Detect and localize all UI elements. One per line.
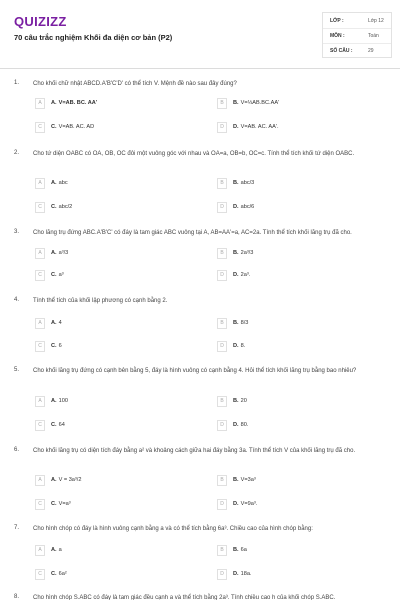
option-text bbox=[233, 100, 279, 106]
option-value: 6a bbox=[240, 547, 247, 553]
question-number: 2. bbox=[14, 150, 20, 156]
header-divider bbox=[0, 68, 400, 69]
question-number: 6. bbox=[14, 447, 20, 453]
option-label: B. bbox=[233, 477, 239, 483]
answer-option-d[interactable] bbox=[217, 270, 383, 281]
option-label: B. bbox=[233, 100, 239, 106]
option-text bbox=[233, 477, 256, 483]
answer-option-a[interactable] bbox=[35, 318, 201, 329]
option-text bbox=[51, 477, 81, 483]
answer-option-d[interactable] bbox=[217, 499, 383, 510]
option-value: V=⅓AB.BC.AA' bbox=[240, 100, 280, 106]
info-label: LỚP : bbox=[330, 18, 344, 24]
option-label: D. bbox=[233, 204, 239, 210]
option-text bbox=[51, 320, 62, 326]
worksheet-header bbox=[0, 0, 400, 68]
option-text bbox=[233, 571, 251, 577]
option-value: V = 3a³/2 bbox=[58, 477, 82, 483]
option-label: D. bbox=[233, 571, 239, 577]
question-number: 8. bbox=[14, 594, 20, 600]
option-text bbox=[51, 100, 97, 106]
option-letter-box: D bbox=[217, 122, 227, 133]
info-row-subject bbox=[330, 30, 390, 41]
option-letter-box: D bbox=[217, 270, 227, 281]
worksheet-title: 70 câu trắc nghiệm Khối đa diện cơ bản (P2) bbox=[14, 33, 173, 42]
option-label: A. bbox=[51, 250, 57, 256]
option-text bbox=[233, 343, 245, 349]
option-value: a³/3 bbox=[58, 250, 69, 256]
option-letter-box: B bbox=[217, 178, 227, 189]
answer-option-b[interactable] bbox=[217, 248, 383, 259]
question-text: Cho hình chóp S.ABC có đáy là tam giác đều cạnh a và thể tích bằng 2a³. Tính chiều cao h của khối chóp S.ABC. bbox=[33, 595, 336, 600]
option-value: V=3a³ bbox=[240, 477, 256, 483]
option-text bbox=[233, 422, 248, 428]
option-text bbox=[51, 571, 67, 577]
info-row-class bbox=[330, 15, 390, 26]
option-letter-box: A bbox=[35, 318, 45, 329]
option-letter-box: A bbox=[35, 98, 45, 109]
option-label: D. bbox=[233, 124, 239, 130]
option-text bbox=[51, 547, 62, 553]
option-text bbox=[233, 180, 254, 186]
option-text bbox=[51, 204, 72, 210]
answer-option-d[interactable] bbox=[217, 341, 383, 352]
option-label: B. bbox=[233, 398, 239, 404]
question-text: Cho lăng trụ đứng ABC.A'B'C' có đáy là tam giác ABC vuông tại A, AB=AA'=a, AC=2a. Tính thể tích khối lăng trụ đã cho. bbox=[33, 230, 352, 236]
answer-option-c[interactable] bbox=[35, 122, 201, 133]
option-letter-box: B bbox=[217, 396, 227, 407]
answer-option-b[interactable] bbox=[217, 98, 383, 109]
option-text bbox=[233, 501, 257, 507]
option-letter-box: D bbox=[217, 202, 227, 213]
option-letter-box: D bbox=[217, 499, 227, 510]
info-row-count bbox=[330, 45, 390, 56]
option-label: A. bbox=[51, 180, 57, 186]
answer-option-b[interactable] bbox=[217, 475, 383, 486]
answer-option-a[interactable] bbox=[35, 178, 201, 189]
option-letter-box: B bbox=[217, 248, 227, 259]
option-letter-box: B bbox=[217, 98, 227, 109]
option-value: 18a. bbox=[240, 571, 252, 577]
info-value: 29 bbox=[368, 48, 374, 54]
option-letter-box: C bbox=[35, 341, 45, 352]
answer-option-b[interactable] bbox=[217, 318, 383, 329]
answer-option-a[interactable] bbox=[35, 98, 201, 109]
option-value: 8. bbox=[240, 343, 246, 349]
option-letter-box: A bbox=[35, 475, 45, 486]
option-label: C. bbox=[51, 571, 57, 577]
option-text bbox=[233, 124, 279, 130]
option-value: a³ bbox=[58, 272, 64, 278]
option-value: 6 bbox=[58, 343, 62, 349]
option-value: V=AB. AC. AA'. bbox=[240, 124, 279, 130]
answer-option-c[interactable] bbox=[35, 202, 201, 213]
answer-option-c[interactable] bbox=[35, 270, 201, 281]
option-letter-box: B bbox=[217, 475, 227, 486]
option-letter-box: A bbox=[35, 545, 45, 556]
option-text bbox=[51, 272, 64, 278]
answer-option-b[interactable] bbox=[217, 396, 383, 407]
option-text bbox=[233, 547, 247, 553]
option-letter-box: C bbox=[35, 569, 45, 580]
question-number: 3. bbox=[14, 229, 20, 235]
answer-option-d[interactable] bbox=[217, 122, 383, 133]
option-label: B. bbox=[233, 180, 239, 186]
option-text bbox=[51, 124, 94, 130]
option-letter-box: C bbox=[35, 270, 45, 281]
option-label: C. bbox=[51, 422, 57, 428]
option-value: a bbox=[58, 547, 62, 553]
option-letter-box: B bbox=[217, 318, 227, 329]
info-label: SỐ CÂU : bbox=[330, 48, 353, 54]
info-label: MÔN : bbox=[330, 33, 345, 39]
worksheet-info-box bbox=[322, 12, 392, 58]
option-value: abc/3 bbox=[240, 180, 255, 186]
option-label: A. bbox=[51, 320, 57, 326]
question-text: Cho hình chóp có đáy là hình vuông cạnh bằng a và có thể tích bằng 6a³. Chiều cao của hình chóp bằng: bbox=[33, 526, 313, 532]
option-label: C. bbox=[51, 204, 57, 210]
answer-option-d[interactable] bbox=[217, 202, 383, 213]
option-text bbox=[51, 180, 68, 186]
question-number: 1. bbox=[14, 80, 20, 86]
option-value: abc/6 bbox=[240, 204, 255, 210]
option-value: 8/3 bbox=[240, 320, 249, 326]
option-text bbox=[51, 398, 68, 404]
question-number: 4. bbox=[14, 297, 20, 303]
option-value: 6a² bbox=[58, 571, 67, 577]
option-text bbox=[233, 204, 254, 210]
answer-option-a[interactable] bbox=[35, 545, 201, 556]
info-value: Lớp 12 bbox=[368, 18, 384, 24]
option-label: D. bbox=[233, 422, 239, 428]
question-text: Cho khối lăng trụ đứng có cạnh bên bằng 5, đáy là hình vuông có cạnh bằng 4. Hỏi thể tích khối lăng trụ bằng bao nhiêu? bbox=[33, 368, 357, 374]
question-number: 7. bbox=[14, 525, 20, 531]
answer-option-c[interactable] bbox=[35, 341, 201, 352]
option-value: V=AB. AC. AD bbox=[58, 124, 95, 130]
option-text bbox=[233, 398, 247, 404]
answer-option-a[interactable] bbox=[35, 475, 201, 486]
answer-option-d[interactable] bbox=[217, 569, 383, 580]
answer-option-b[interactable] bbox=[217, 178, 383, 189]
option-label: A. bbox=[51, 398, 57, 404]
option-value: abc/2 bbox=[58, 204, 73, 210]
option-letter-box: D bbox=[217, 420, 227, 431]
option-label: B. bbox=[233, 547, 239, 553]
option-value: 4 bbox=[58, 320, 62, 326]
option-label: B. bbox=[233, 320, 239, 326]
answer-option-d[interactable] bbox=[217, 420, 383, 431]
option-value: abc bbox=[58, 180, 68, 186]
option-letter-box: D bbox=[217, 341, 227, 352]
question-text: Cho khối lăng trụ có diện tích đáy bằng a² và khoảng cách giữa hai đáy bằng 3a. Tính thể tích V của khối lăng trụ đã cho. bbox=[33, 448, 356, 454]
question-text: Tính thể tích của khối lập phương có cạnh bằng 2. bbox=[33, 298, 168, 304]
option-value: V=9a³. bbox=[240, 501, 258, 507]
brand-logo: QUIZIZZ bbox=[14, 14, 67, 29]
info-divider bbox=[323, 28, 391, 29]
answer-option-c[interactable] bbox=[35, 420, 201, 431]
option-value: 100 bbox=[58, 398, 68, 404]
question-text: Cho khối chữ nhật ABCD.A'B'C'D' có thể tích V. Mệnh đề nào sau đây đúng? bbox=[33, 81, 237, 87]
answer-option-a[interactable] bbox=[35, 396, 201, 407]
option-letter-box: B bbox=[217, 545, 227, 556]
option-label: D. bbox=[233, 501, 239, 507]
option-letter-box: A bbox=[35, 248, 45, 259]
option-label: A. bbox=[51, 100, 57, 106]
option-label: B. bbox=[233, 250, 239, 256]
option-label: C. bbox=[51, 272, 57, 278]
option-letter-box: C bbox=[35, 499, 45, 510]
option-letter-box: D bbox=[217, 569, 227, 580]
question-number: 5. bbox=[14, 367, 20, 373]
option-text bbox=[51, 501, 71, 507]
option-value: 64 bbox=[58, 422, 65, 428]
answer-option-a[interactable] bbox=[35, 248, 201, 259]
option-text bbox=[233, 320, 248, 326]
option-letter-box: A bbox=[35, 396, 45, 407]
option-text bbox=[233, 272, 250, 278]
option-letter-box: A bbox=[35, 178, 45, 189]
option-letter-box: C bbox=[35, 202, 45, 213]
option-value: 2a³/3 bbox=[240, 250, 254, 256]
option-label: A. bbox=[51, 477, 57, 483]
option-label: C. bbox=[51, 501, 57, 507]
answer-option-c[interactable] bbox=[35, 569, 201, 580]
option-value: V=AB. BC. AA' bbox=[58, 100, 98, 106]
info-value: Toán bbox=[368, 33, 379, 39]
option-text bbox=[51, 422, 65, 428]
option-label: A. bbox=[51, 547, 57, 553]
option-label: D. bbox=[233, 343, 239, 349]
option-text bbox=[51, 250, 68, 256]
option-letter-box: C bbox=[35, 122, 45, 133]
option-value: 2a³. bbox=[240, 272, 251, 278]
option-label: C. bbox=[51, 343, 57, 349]
option-letter-box: C bbox=[35, 420, 45, 431]
answer-option-c[interactable] bbox=[35, 499, 201, 510]
option-label: D. bbox=[233, 272, 239, 278]
option-value: V=a³ bbox=[58, 501, 71, 507]
option-text bbox=[233, 250, 253, 256]
option-value: 80. bbox=[240, 422, 249, 428]
info-divider bbox=[323, 43, 391, 44]
option-label: C. bbox=[51, 124, 57, 130]
option-value: 20 bbox=[240, 398, 247, 404]
option-text bbox=[51, 343, 62, 349]
question-text: Cho tứ diện OABC có OA, OB, OC đôi một vuông góc với nhau và OA=a, OB=b, OC=c. Tính thể tích khối tứ diện OABC. bbox=[33, 151, 355, 157]
answer-option-b[interactable] bbox=[217, 545, 383, 556]
